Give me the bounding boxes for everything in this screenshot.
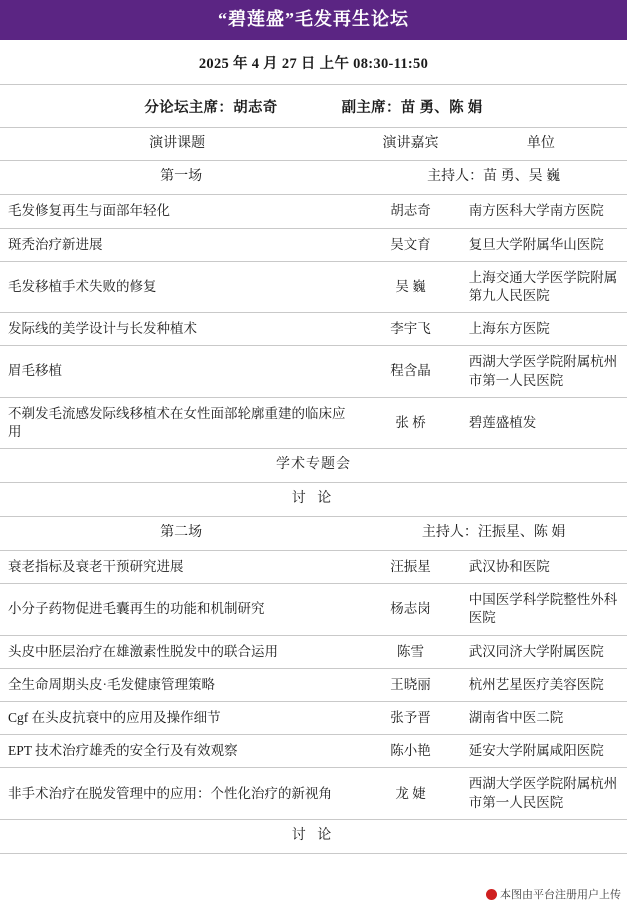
row-speaker: 张予晋 (360, 702, 460, 735)
row-speaker: 吴 巍 (360, 261, 460, 312)
session-header-row (0, 517, 627, 551)
chair-row (0, 85, 627, 128)
row-unit: 复旦大学附属华山医院 (461, 228, 627, 261)
table-row (0, 768, 627, 819)
watermark-text: 本图由平台注册用户上传 (500, 889, 621, 901)
row-unit: 碧莲盛植发 (461, 397, 627, 448)
row-speaker: 王晓丽 (360, 668, 460, 701)
special-session-row (0, 449, 627, 483)
record-dot-icon (486, 889, 497, 900)
table-row (0, 584, 627, 635)
table-row (0, 702, 627, 735)
row-unit: 西湖大学医学院附属杭州市第一人民医院 (461, 768, 627, 819)
row-topic: 毛发移植手术失败的修复 (0, 261, 360, 312)
table-row (0, 550, 627, 583)
row-speaker: 胡志奇 (360, 195, 460, 228)
row-unit: 延安大学附属咸阳医院 (461, 735, 627, 768)
special-session-label: 学术专题会 (0, 449, 627, 483)
table-row (0, 635, 627, 668)
row-topic: 眉毛移植 (0, 346, 360, 397)
row-speaker: 张 桥 (360, 397, 460, 448)
table-row (0, 195, 627, 228)
row-unit: 上海交通大学医学院附属第九人民医院 (461, 261, 627, 312)
row-topic: 小分子药物促进毛囊再生的功能和机制研究 (0, 584, 360, 635)
discussion-label: 讨 论 (0, 483, 627, 517)
row-topic: Cgf 在头皮抗衰中的应用及操作细节 (0, 702, 360, 735)
row-topic: EPT 技术治疗雄秃的安全行及有效观察 (0, 735, 360, 768)
session-chair: 分论坛主席：胡志奇 (144, 99, 278, 116)
row-unit: 南方医科大学南方医院 (461, 195, 627, 228)
discussion-label: 讨 论 (0, 819, 627, 853)
row-topic: 发际线的美学设计与长发种植术 (0, 313, 360, 346)
column-header-unit: 单位 (461, 128, 627, 161)
row-unit: 湖南省中医二院 (461, 702, 627, 735)
row-speaker: 杨志岗 (360, 584, 460, 635)
agenda-table (0, 128, 627, 854)
row-speaker: 陈小艳 (360, 735, 460, 768)
row-speaker: 汪振星 (360, 550, 460, 583)
row-speaker: 吴文育 (360, 228, 460, 261)
row-unit: 武汉协和医院 (461, 550, 627, 583)
row-topic: 非手术治疗在脱发管理中的应用：个性化治疗的新视角 (0, 768, 360, 819)
event-datetime: 2025 年 4 月 27 日 上午 08:30-11:50 (0, 40, 627, 85)
row-topic: 毛发修复再生与面部年轻化 (0, 195, 360, 228)
session-host: 主持人：苗 勇、吴 巍 (360, 161, 627, 195)
table-header-row (0, 128, 627, 161)
session-host: 主持人：汪振星、陈 娟 (360, 517, 627, 551)
row-speaker: 龙 婕 (360, 768, 460, 819)
page-title: “碧莲盛”毛发再生论坛 (0, 0, 627, 40)
column-header-topic: 演讲课题 (0, 128, 360, 161)
table-row (0, 735, 627, 768)
row-unit: 西湖大学医学院附属杭州市第一人民医院 (461, 346, 627, 397)
table-row (0, 346, 627, 397)
row-topic: 不剃发毛流感发际线移植术在女性面部轮廓重建的临床应用 (0, 397, 360, 448)
session-header-row (0, 161, 627, 195)
table-row (0, 228, 627, 261)
row-topic: 全生命周期头皮·毛发健康管理策略 (0, 668, 360, 701)
row-speaker: 程含晶 (360, 346, 460, 397)
row-topic: 斑秃治疗新进展 (0, 228, 360, 261)
row-unit: 中国医学科学院整性外科医院 (461, 584, 627, 635)
row-unit: 上海东方医院 (461, 313, 627, 346)
session-name: 第一场 (0, 161, 360, 195)
column-header-speaker: 演讲嘉宾 (360, 128, 460, 161)
table-row (0, 668, 627, 701)
discussion-row (0, 483, 627, 517)
table-row (0, 261, 627, 312)
row-topic: 头皮中胚层治疗在雄激素性脱发中的联合运用 (0, 635, 360, 668)
session-name: 第二场 (0, 517, 360, 551)
session-vice-chair: 副主席：苗 勇、陈 娟 (341, 99, 483, 116)
row-topic: 衰老指标及衰老干预研究进展 (0, 550, 360, 583)
table-row (0, 313, 627, 346)
row-unit: 杭州艺星医疗美容医院 (461, 668, 627, 701)
discussion-row (0, 819, 627, 853)
row-speaker: 陈雪 (360, 635, 460, 668)
watermark (486, 886, 621, 902)
table-row (0, 397, 627, 448)
row-unit: 武汉同济大学附属医院 (461, 635, 627, 668)
agenda-body (0, 128, 627, 854)
row-speaker: 李宇飞 (360, 313, 460, 346)
